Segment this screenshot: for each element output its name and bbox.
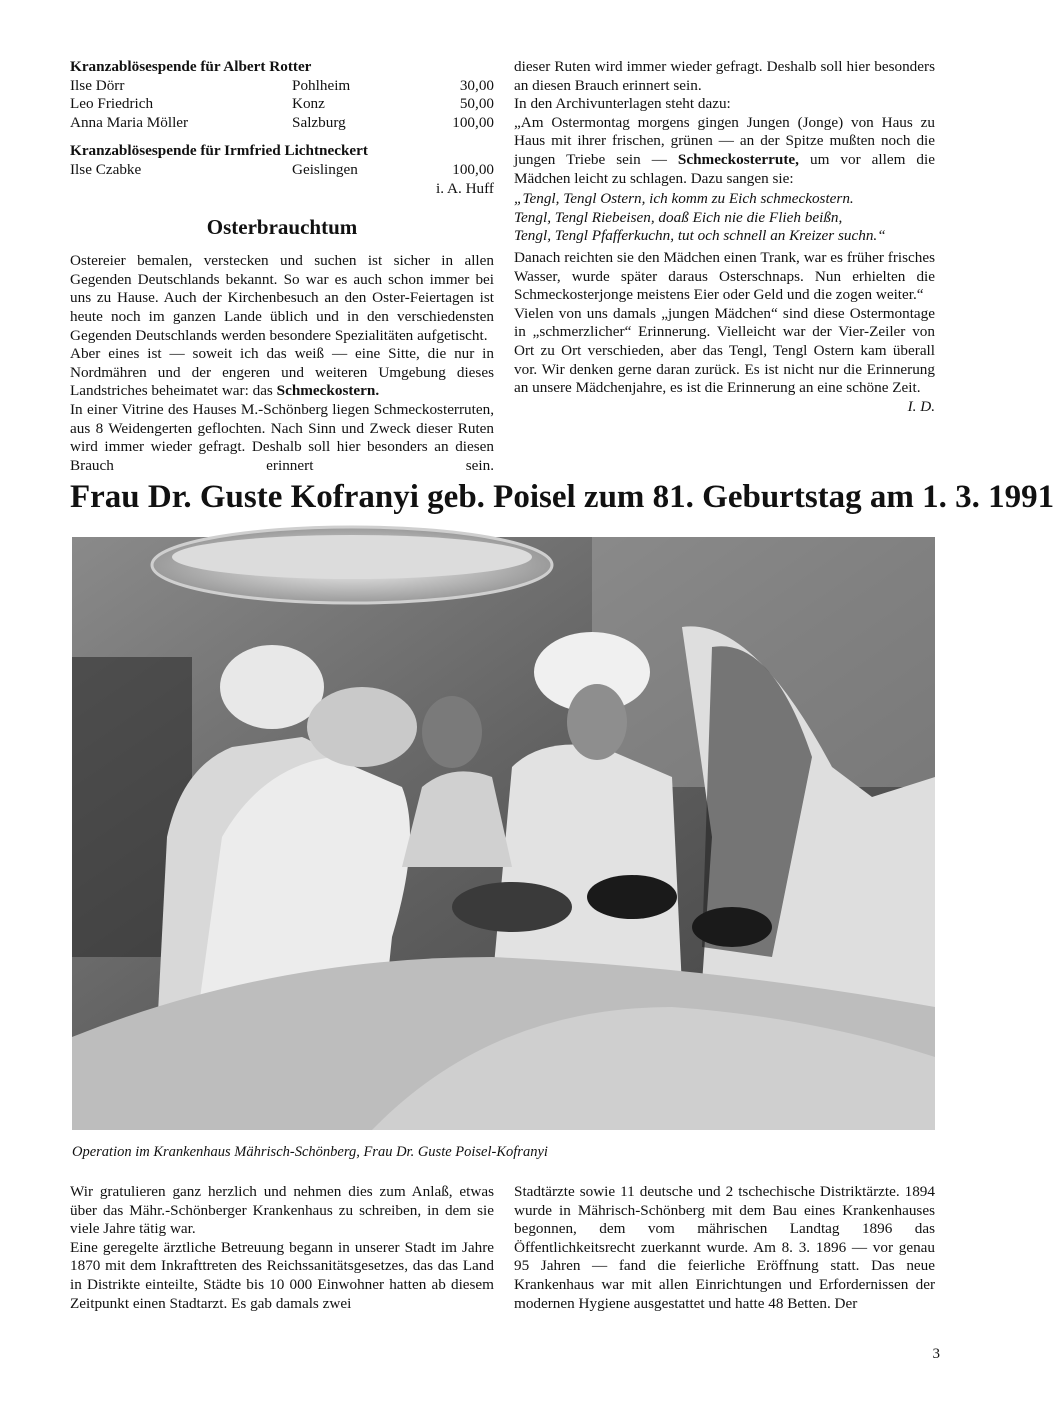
paragraph: Stadtärzte sowie 11 deutsche und 2 tschechische Distriktärzte. 1894 wurde in Mährisch-Schönberg mit dem Bau eines Krankenhauses begonnen, dem vom mährischen Landtag 1896 das Öffentlichkeitsrecht zuerkannt wurde. Am 8. 3. 1896 — vor genau 95 Jahren — fand die feierliche Eröffnung statt. Das neue Krankenhaus war mit allen Einrichtungen und Erfordernissen der modernen Hygiene ausgestattet und hatte 48 Betten. Der: [514, 1183, 935, 1312]
verse: [514, 190, 935, 246]
donor-city: Pohlheim: [292, 76, 351, 94]
author-initials: I. D.: [907, 397, 935, 415]
paragraph: Vielen von uns damals „jungen Mädchen“ sind diese Ostermontage in „schmerzlicher“ Erinnerung. Vielleicht war der Vier-Zeiler von Ort zu Ort verschieden, aber das Tengl, Tengl Ostern kam überall vor. Wir denken gerne daran zurück. Es ist nicht nur die Erinnerung an unsere Mädchenjahre, es ist die Erinnerung an eine schöne Zeit. I. D.: [514, 304, 935, 415]
donation-amount: 100,00: [452, 113, 494, 131]
paragraph: Eine geregelte ärztliche Betreuung begann in unserer Stadt im Jahre 1870 mit dem Inkrafttreten des Reichssanitätsgesetzes, das das Land in Distrikte einteilte, Städte bis 10 000 Einwohner hatten ab diesem Zeitpunkt einen Stadtarzt. Es gab damals zwei: [70, 1238, 494, 1312]
donation-amount: 30,00: [459, 76, 494, 94]
photo-caption: Operation im Krankenhaus Mährisch-Schönberg, Frau Dr. Guste Poisel-Kofranyi: [72, 1144, 548, 1160]
paragraph-continued: dieser Ruten wird immer wieder gefragt. Deshalb soll hier besonders an diesen Brauch erinnert sein.: [514, 58, 935, 94]
paragraph: In einer Vitrine des Hauses M.-Schönberg liegen Schmeckosterruten, aus 8 Weidengerten geflochten. Nach Sinn und Zweck dieser Ruten wird immer wieder gefragt. Deshalb soll hier besonders an diesen Brauch erinnert sein.: [70, 400, 494, 474]
donation-row: [70, 161, 494, 180]
donation-row: [70, 95, 494, 114]
section-title: Osterbrauchtum: [206, 215, 358, 240]
article-headline: Frau Dr. Guste Kofranyi geb. Poisel zum 81. Geburtstag am 1. 3. 1991: [70, 479, 1054, 515]
paragraph: Ostereier bemalen, verstecken und suchen ist sicher in allen Gegenden Deutschlands bekannt. So war es auch schon immer bei uns zu Hause. Auch der Kirchenbesuch an den Oster-Feiertagen ist heute noch im ganzen Lande üblich und in den verschiedensten Gegenden Deutschlands werden besondere Spezialitäten aufgetischt.: [70, 252, 494, 344]
verse-line: Tengl, Tengl Pfafferkuchn, tut och schnell an Kreizer suchn.“: [514, 227, 886, 245]
donor-name: Ilse Dörr: [70, 76, 125, 94]
operation-photo: [72, 537, 935, 1130]
right-column-top: [514, 58, 935, 416]
donation-row: [70, 77, 494, 96]
donor-city: Salzburg: [292, 113, 346, 131]
verse-line: „Tengl, Tengl Ostern, ich komm zu Eich schmeckostern.: [514, 190, 854, 208]
verse-line: Tengl, Tengl Riebeisen, doaß Eich nie die Flieh beißn,: [514, 208, 843, 226]
donor-city: Konz: [292, 95, 325, 113]
donation-row: [70, 114, 494, 133]
donor-city: Geislingen: [292, 160, 358, 178]
donor-name: Anna Maria Möller: [70, 113, 189, 131]
paragraph: „Am Ostermontag morgens gingen Jungen (Jonge) von Haus zu Haus mit ihrer frischen, grünen — an der Spitze mußten noch die jungen Triebe sein — Schmeckosterrute, um vor allem die Mädchen leicht zu schlagen. Dazu sangen sie:: [514, 113, 935, 187]
donation-signature: i. A. Huff: [436, 179, 494, 197]
donation-amount: 50,00: [459, 95, 494, 113]
left-column-top: [70, 58, 494, 474]
donor-name: Leo Friedrich: [70, 95, 154, 113]
donation-heading: Kranzablösespende für Albert Rotter: [70, 58, 312, 75]
paragraph: Danach reichten sie den Mädchen einen Trank, war es früher frisches Wasser, wurde später daraus Osterschnaps. Nun erhielten die Schmeckosterjonge meistens Eier oder Geld und die zogen weiter.“: [514, 248, 935, 304]
paragraph: In den Archivunterlagen steht dazu:: [514, 95, 731, 113]
left-column-bottom: [70, 1183, 494, 1313]
paragraph: Aber eines ist — soweit ich das weiß — eine Sitte, die nur in Nordmähren und der engeren und weiteren Umgebung dieses Landstriches beheimatet war: das Schmeckostern.: [70, 345, 494, 400]
paragraph: Wir gratulieren ganz herzlich und nehmen dies zum Anlaß, etwas über das Mähr.-Schönberger Krankenhaus zu schreiben, in dem sie viele Jahre tätig war.: [70, 1183, 494, 1238]
page-number: 3: [932, 1346, 940, 1362]
donation-block-2: [70, 142, 494, 198]
photo-illustration: [72, 537, 935, 1130]
donation-block-1: [70, 58, 494, 132]
donor-name: Ilse Czabke: [70, 160, 142, 178]
right-column-bottom: [514, 1183, 935, 1313]
donation-heading: Kranzablösespende für Irmfried Lichtneckert: [70, 142, 368, 160]
donation-amount: 100,00: [452, 160, 494, 178]
